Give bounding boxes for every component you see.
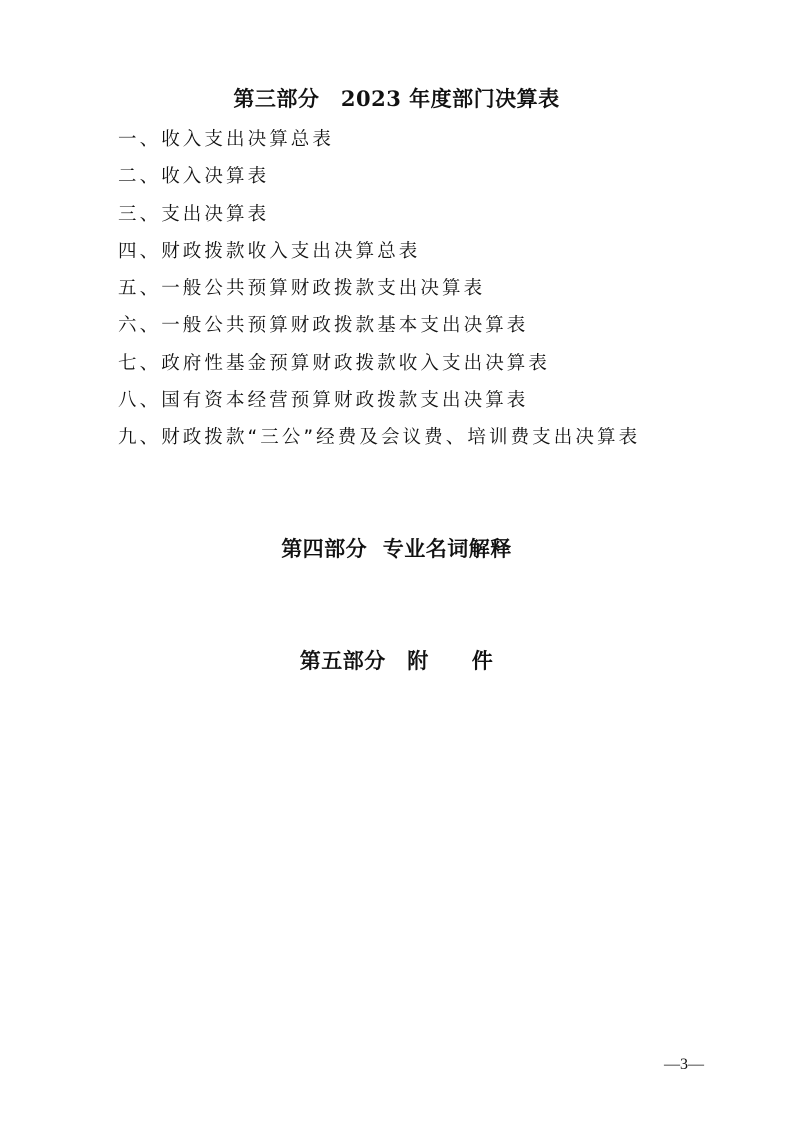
list-item: 三、支出决算表 xyxy=(118,203,270,225)
part-five-heading: 第五部分 附 件 xyxy=(299,648,494,673)
list-item: 八、国有资本经营预算财政拨款支出决算表 xyxy=(118,390,529,412)
list-item: 二、收入决算表 xyxy=(118,166,270,188)
list-item: 九、财政拨款“三公”经费及会议费、培训费支出决算表 xyxy=(118,427,641,449)
list-item: 五、一般公共预算财政拨款支出决算表 xyxy=(118,278,486,300)
budget-table-list xyxy=(118,121,640,457)
page-number: —3— xyxy=(664,1056,704,1073)
list-item: 一、收入支出决算总表 xyxy=(118,129,335,150)
part-four-heading: 第四部分 专业名词解释 xyxy=(281,536,512,561)
list-item: 六、一般公共预算财政拨款基本支出决算表 xyxy=(118,315,529,337)
list-item: 七、政府性基金预算财政拨款收入支出决算表 xyxy=(118,352,551,374)
list-item: 四、财政拨款收入支出决算总表 xyxy=(118,240,421,262)
part-three-heading: 第三部分 2023 年度部门决算表 xyxy=(233,86,560,111)
